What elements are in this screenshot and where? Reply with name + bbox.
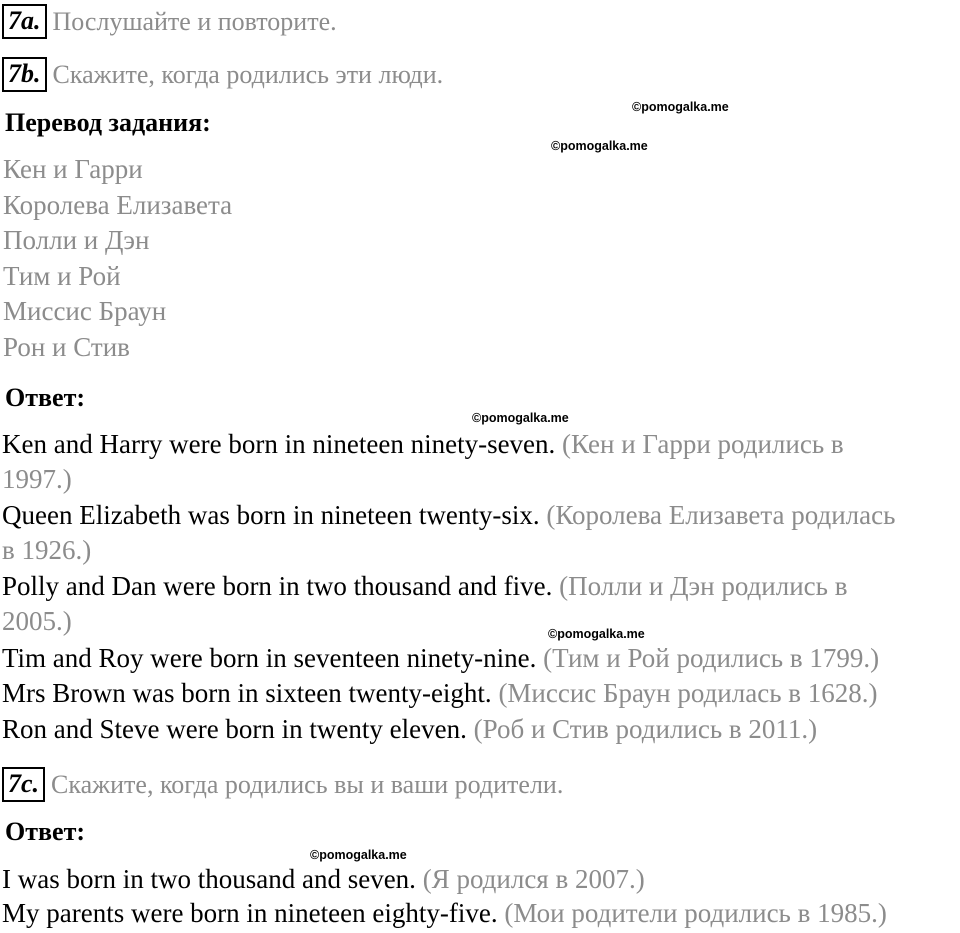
task-number-7c: 7c. (2, 767, 45, 802)
watermark: ©pomogalka.me (551, 139, 648, 153)
answer-en: Polly and Dan were born in two thousand and five. (2, 571, 553, 601)
task-7a-header (2, 4, 337, 39)
answer-ru: 2005.) (2, 606, 72, 636)
task-7b-header (2, 57, 443, 92)
answer-line (2, 714, 817, 745)
answer-line (2, 571, 847, 602)
answer-ru: (Мои родители родились в 1985.) (504, 898, 887, 928)
answer-ru: (Королева Елизавета родилась (546, 500, 896, 530)
translation-item: Миссис Браун (3, 296, 167, 326)
answer-en: Tim and Roy were born in seventeen ninety-nine. (2, 643, 537, 673)
answer-ru: 1997.) (2, 464, 72, 494)
answer-en: My parents were born in nineteen eighty-five. (2, 898, 498, 928)
answer-line (2, 500, 895, 531)
answer-ru: (Роб и Стив родились в 2011.) (473, 714, 818, 744)
answer-ru: (Я родился в 2007.) (422, 864, 645, 894)
answer-en: Ken and Harry were born in nineteen ninety-seven. (2, 429, 556, 459)
answer-line (2, 535, 91, 566)
answer-heading: Ответ: (5, 817, 86, 846)
answer-line (2, 464, 72, 495)
answer-ru: (Полли и Дэн родились в (559, 571, 848, 601)
watermark: ©pomogalka.me (632, 100, 729, 114)
answer-ru: (Кен и Гарри родились в (562, 429, 844, 459)
watermark: ©pomogalka.me (472, 411, 569, 425)
watermark: ©pomogalka.me (310, 848, 407, 862)
answer-ru: в 1926.) (2, 535, 92, 565)
answer-ru: (Тим и Рой родились в 1799.) (543, 643, 880, 673)
task-7c-header (2, 767, 563, 802)
answer-line (2, 429, 844, 460)
answer-line (2, 678, 878, 709)
task-7a-instruction: Послушайте и повторите. (52, 6, 337, 36)
answer-line (2, 864, 645, 895)
answer-line (2, 898, 887, 929)
answer-en: Ron and Steve were born in twenty eleven. (2, 714, 467, 744)
answer-line (2, 606, 72, 637)
translation-item: Тим и Рой (3, 261, 121, 291)
answer-en: Mrs Brown was born in sixteen twenty-eight. (2, 678, 492, 708)
task-7c-instruction: Скажите, когда родились вы и ваши родители. (51, 769, 564, 799)
answer-en: I was born in two thousand and seven. (2, 864, 416, 894)
watermark: ©pomogalka.me (548, 627, 645, 641)
answer-en: Queen Elizabeth was born in nineteen twenty-six. (2, 500, 540, 530)
answer-ru: (Миссис Браун родилась в 1628.) (498, 678, 878, 708)
translation-item: Королева Елизавета (3, 190, 233, 220)
translation-item: Рон и Стив (3, 332, 130, 362)
task-number-7a: 7a. (2, 4, 47, 39)
answer-heading: Ответ: (5, 383, 86, 412)
translation-heading: Перевод задания: (5, 108, 211, 137)
task-7b-instruction: Скажите, когда родились эти люди. (52, 59, 444, 89)
answer-line (2, 643, 879, 674)
translation-item: Полли и Дэн (3, 225, 150, 255)
task-number-7b: 7b. (2, 57, 47, 92)
translation-item: Кен и Гарри (3, 154, 143, 184)
